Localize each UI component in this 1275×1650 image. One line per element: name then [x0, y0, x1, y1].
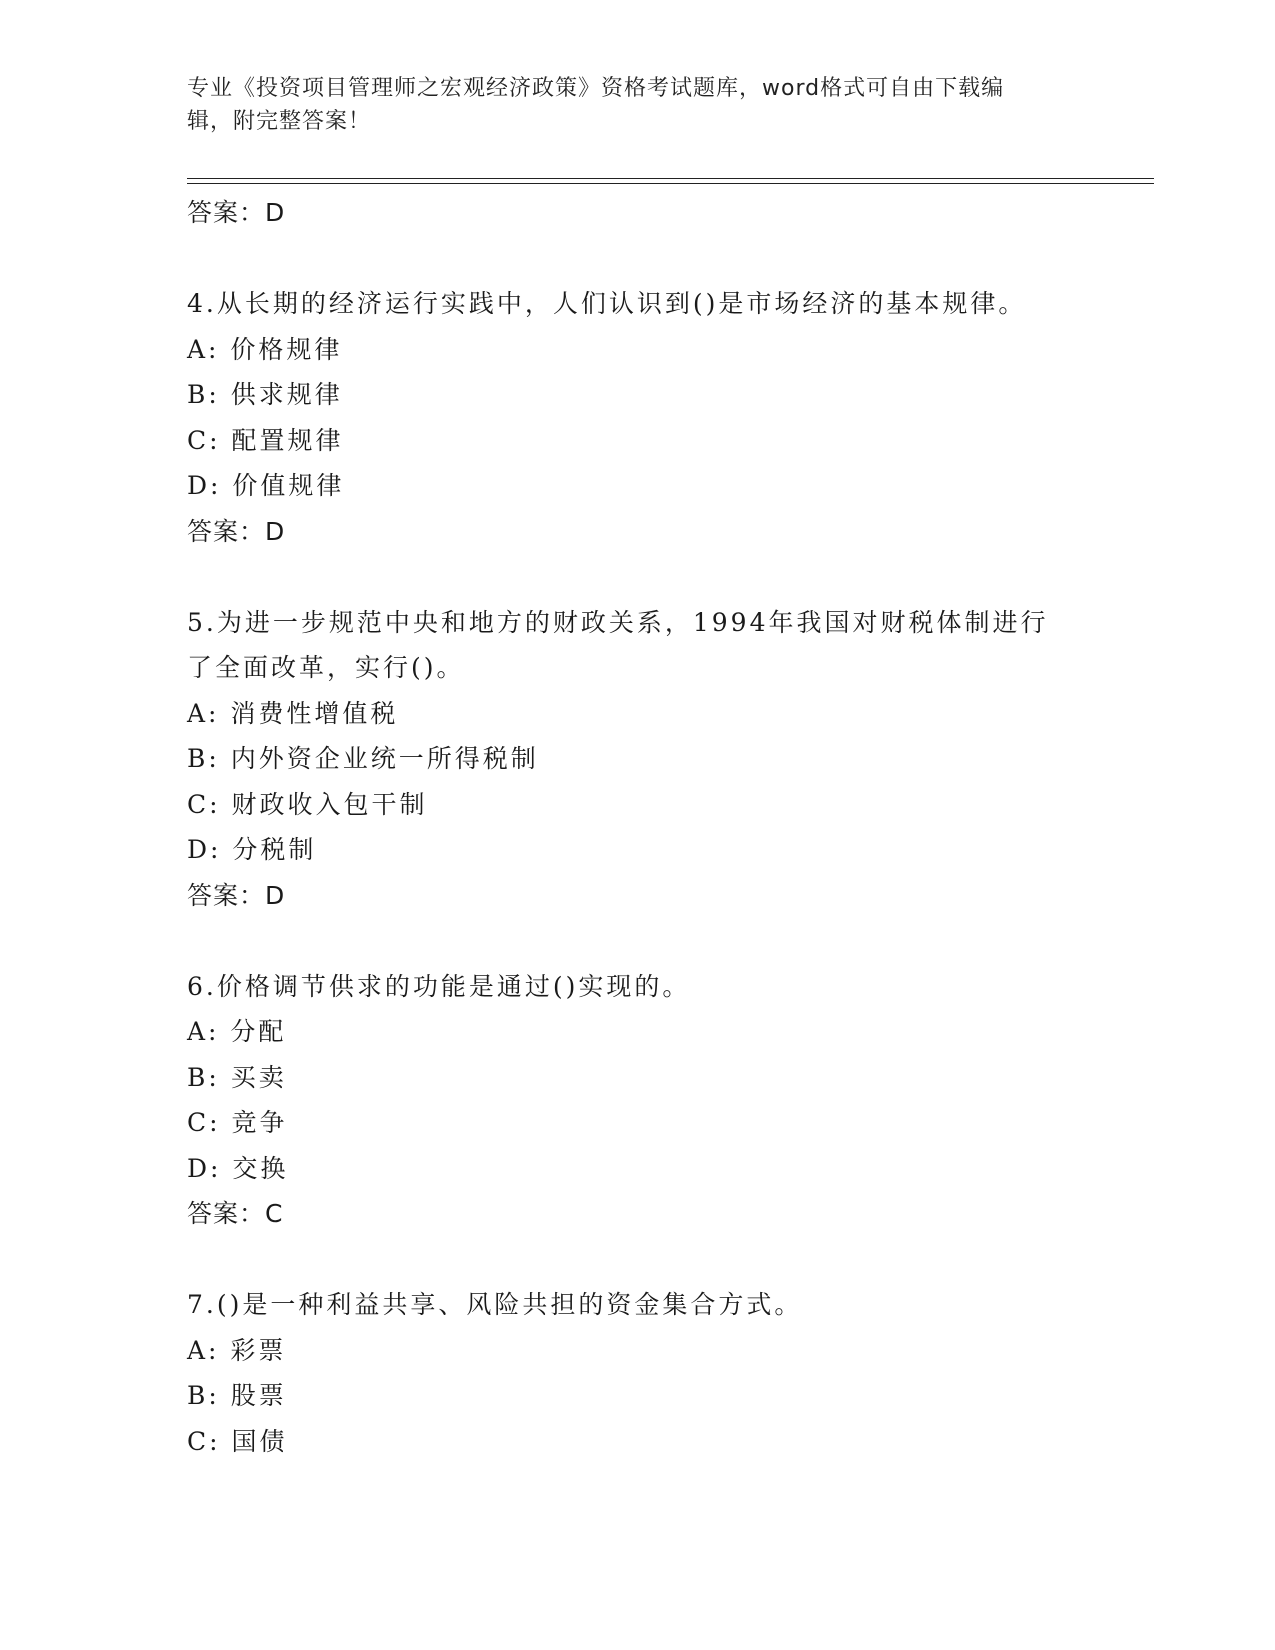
option-b: B: 供求规律	[187, 380, 343, 409]
option-a: A: 价格规律	[187, 334, 343, 364]
question-6	[187, 964, 1087, 1237]
header-line-2: 辑，附完整答案！	[187, 109, 372, 134]
header-rule-bottom	[187, 183, 1154, 184]
answer-line: 答案：D	[187, 880, 286, 910]
question-7	[187, 1282, 1087, 1464]
answer-line: 答案：D	[187, 516, 286, 546]
option-d: D: 价值规律	[187, 471, 345, 500]
option-d: D: 交换	[187, 1153, 289, 1183]
option-b: B: 股票	[187, 1381, 287, 1410]
question-stem: 4.从长期的经济运行实践中，人们认识到()是市场经济的基本规律。	[187, 289, 1027, 318]
option-c: C: 配置规律	[187, 425, 344, 455]
question-5	[187, 600, 1087, 919]
spacer	[187, 1237, 1087, 1283]
option-c: C: 竞争	[187, 1108, 288, 1137]
header-rule-top	[187, 178, 1154, 179]
spacer	[187, 918, 1087, 964]
question-4	[187, 281, 1087, 554]
option-b: B: 内外资企业统一所得税制	[187, 744, 539, 773]
question-list	[187, 190, 1087, 1464]
spacer	[187, 554, 1087, 600]
document-header	[187, 72, 1067, 138]
option-c: C: 财政收入包干制	[187, 789, 428, 819]
option-d: D: 分税制	[187, 835, 317, 864]
answer-line: 答案：D	[187, 198, 286, 227]
question-stem: 7.()是一种利益共享、风险共担的资金集合方式。	[187, 1290, 803, 1319]
option-a: A: 分配	[187, 1017, 287, 1046]
header-line-1: 专业《投资项目管理师之宏观经济政策》资格考试题库，word格式可自由下载编	[187, 76, 1005, 101]
option-a: A: 彩票	[187, 1335, 287, 1365]
question-stem-continued: 了全面改革，实行()。	[187, 653, 465, 682]
question-stem: 6.价格调节供求的功能是通过()实现的。	[187, 971, 691, 1001]
question-stem: 5.为进一步规范中央和地方的财政关系，1994年我国对财税体制进行	[187, 607, 1049, 637]
option-c: C: 国债	[187, 1426, 288, 1456]
option-a: A: 消费性增值税	[187, 698, 399, 728]
option-b: B: 买卖	[187, 1062, 287, 1092]
spacer	[187, 236, 1087, 282]
answer-line: 答案：C	[187, 1199, 284, 1228]
